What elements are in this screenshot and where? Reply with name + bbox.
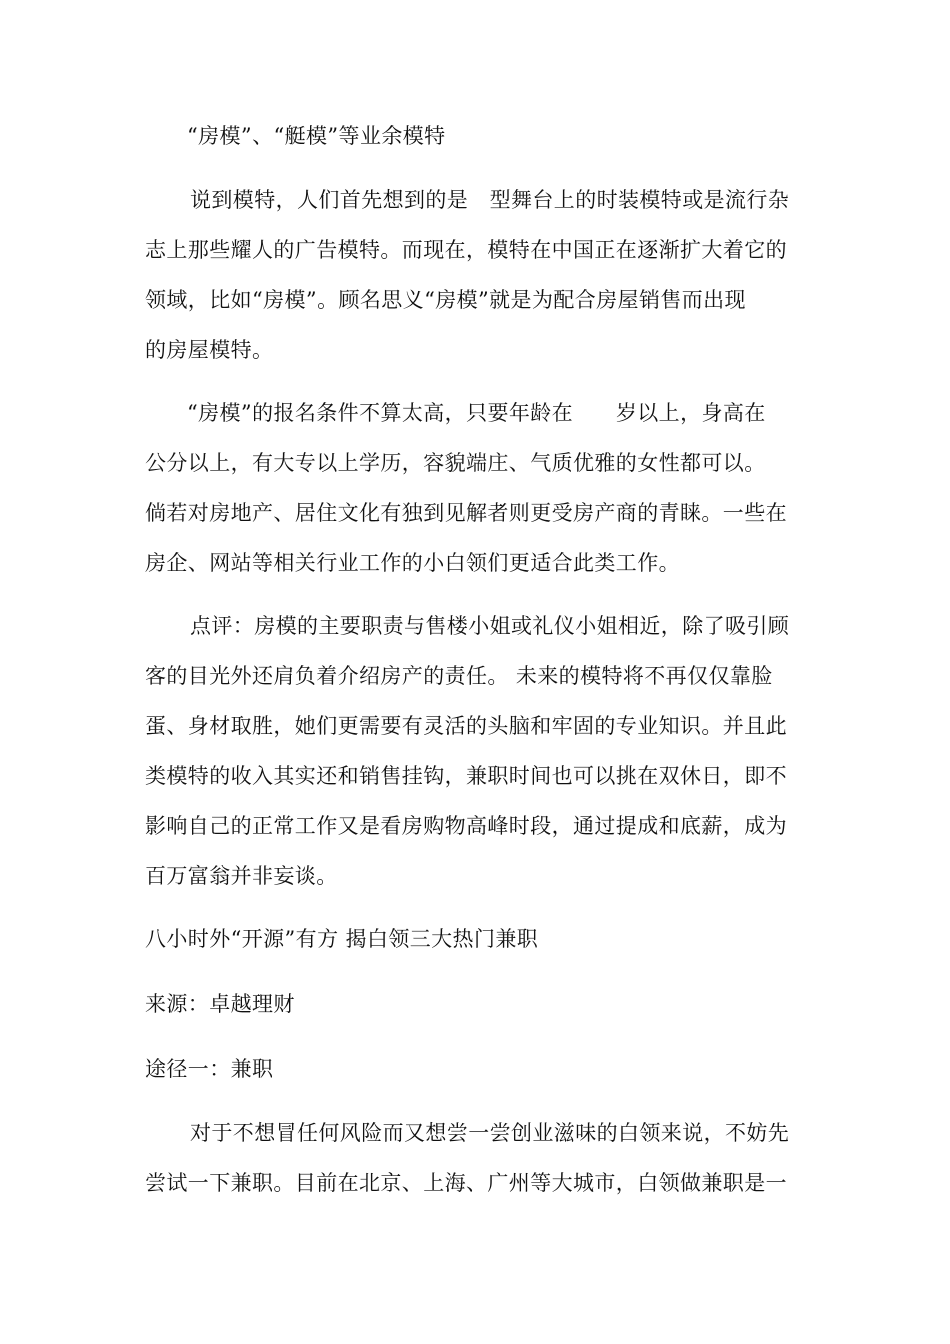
paragraph-line: 影响自己的正常工作又是看房购物高峰时段，通过提成和底薪，成为	[145, 814, 787, 838]
paragraph-line: 百万富翁并非妄谈。	[145, 864, 338, 888]
paragraph-line: 倘若对房地产、居住文化有独到见解者则更受房产商的青睐。一些在	[145, 501, 787, 525]
paragraph-line: 蛋、身材取胜，她们更需要有灵活的头脑和牢固的专业知识。并且此	[145, 714, 787, 738]
paragraph-line: 公分以上，有大专以上学历，容貌端庄、气质优雅的女性都可以。	[145, 451, 766, 475]
paragraph-line: 志上那些耀人的广告模特。而现在，模特在中国正在逐渐扩大着它的	[145, 238, 787, 262]
paragraph-line: 房企、网站等相关行业工作的小白领们更适合此类工作。	[145, 551, 680, 575]
paragraph-line: 的房屋模特。	[145, 338, 274, 362]
paragraph-line: 尝试一下兼职。目前在北京、上海、广州等大城市，白领做兼职是一	[145, 1171, 787, 1195]
paragraph-line: 客的目光外还肩负着介绍房产的责任。 未来的模特将不再仅仅靠脸	[145, 664, 773, 688]
paragraph-line: 类模特的收入其实还和销售挂钩，兼职时间也可以挑在双休日，即不	[145, 764, 787, 788]
paragraph-line: 点评：房模的主要职责与售楼小姐或礼仪小姐相近，除了吸引顾	[190, 614, 790, 638]
section-title: “房模”、“艇模”等业余模特	[187, 124, 446, 148]
paragraph-line: 领域，比如“房模”。顾名思义“房模”就是为配合房屋销售而出现	[145, 288, 746, 312]
route-heading: 途径一：兼职	[145, 1057, 274, 1081]
article-heading: 八小时外“开源”有方 揭白领三大热门兼职	[145, 927, 539, 951]
paragraph-line: 对于不想冒任何风险而又想尝一尝创业滋味的白领来说，不妨先	[190, 1121, 790, 1145]
paragraph-line: 说到模特，人们首先想到的是 型舞台上的时装模特或是流行杂	[190, 188, 790, 212]
paragraph-line: “房模”的报名条件不算太高，只要年龄在 岁以上，身高在	[187, 401, 766, 425]
source-line: 来源：卓越理财	[145, 992, 295, 1016]
